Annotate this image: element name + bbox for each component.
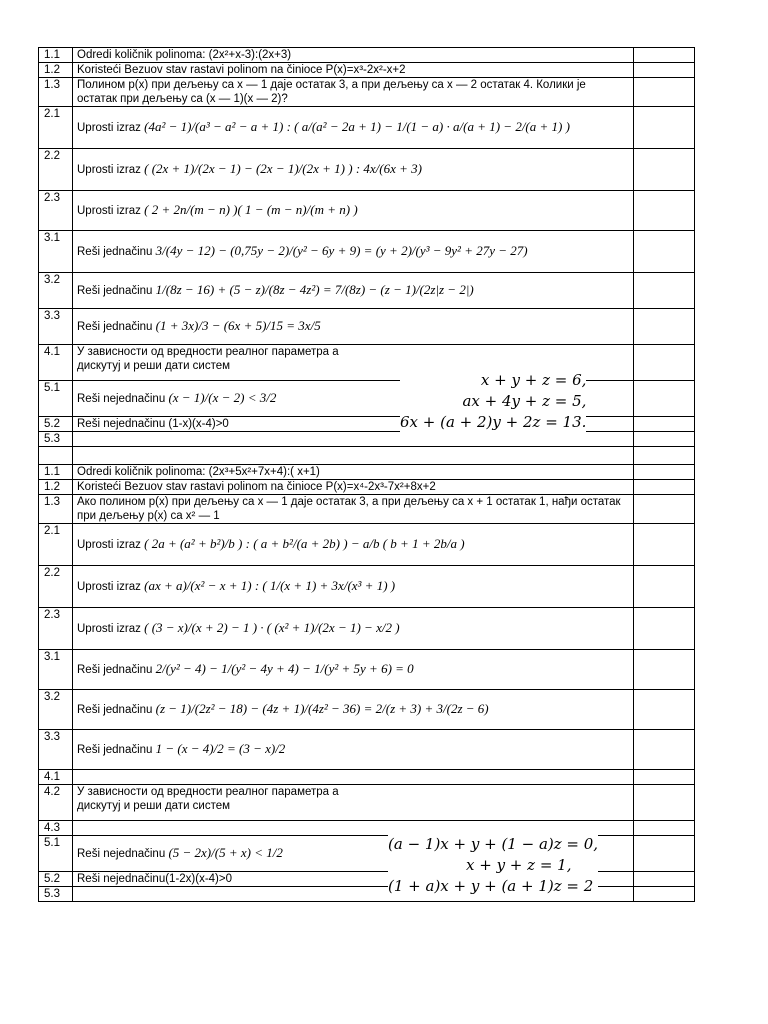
task-formula: ( (3 − x)/(x + 2) − 1 ) · ( (x² + 1)/(2x − 1) − x/2 ) [144, 620, 400, 635]
task-number: 4.1 [39, 770, 73, 785]
task-text [73, 273, 634, 309]
task-text [73, 465, 634, 480]
answer-cell [634, 465, 695, 480]
task-label: Uprosti izraz [77, 164, 141, 176]
equation-system-1 [400, 370, 586, 433]
answer-cell [634, 273, 695, 309]
answer-cell [634, 63, 695, 78]
task-text [73, 650, 634, 690]
task-label: Reši jednačinu [77, 704, 153, 716]
task-text [73, 432, 634, 447]
task-text [73, 608, 634, 650]
answer-cell [634, 345, 695, 381]
task-text-content: Полином p(x) при дељењу са x — 1 даје остатак 3, а при дељењу са x — 2 остатак 4. Колики је остатак при дељењу са (x — 1)(x — 2)? [77, 79, 590, 105]
answer-cell [634, 566, 695, 608]
task-number: 3.3 [39, 309, 73, 345]
task-text [73, 78, 634, 107]
task-row [39, 730, 695, 770]
answer-cell [634, 480, 695, 495]
task-text-content: Koristeći Bezuov stav rastavi polinom na činioce P(x)=x³-2x²-x+2 [77, 64, 406, 76]
task-row [39, 149, 695, 191]
task-text [73, 690, 634, 730]
answer-cell [634, 836, 695, 872]
task-formula: (x − 1)/(x − 2) < 3/2 [168, 390, 277, 405]
task-text-content: Odredi količnik polinoma: (2x³+5x²+7x+4):( x+1) [77, 466, 320, 478]
task-number: 5.3 [39, 887, 73, 902]
task-label: Uprosti izraz [77, 122, 141, 134]
task-label: Reši nejednačinu [77, 848, 166, 860]
answer-cell [634, 770, 695, 785]
task-formula: ( 2 + 2n/(m − n) )( 1 − (m − n)/(m + n) ) [144, 202, 358, 217]
task-row [39, 231, 695, 273]
task-number: 3.3 [39, 730, 73, 770]
answer-cell [634, 821, 695, 836]
task-number: 1.2 [39, 480, 73, 495]
task-number: 5.2 [39, 872, 73, 887]
task-row [39, 650, 695, 690]
task-row [39, 465, 695, 480]
task-formula: (1 + 3x)/3 − (6x + 5)/15 = 3x/5 [155, 318, 321, 333]
task-number: 1.3 [39, 495, 73, 524]
task-row [39, 78, 695, 107]
separator-cell [634, 447, 695, 465]
task-number: 2.1 [39, 524, 73, 566]
task-text-content: У зависности од вредности реалног параметра а дискутуј и реши дати систем [77, 786, 342, 812]
task-number: 2.1 [39, 107, 73, 149]
task-label: Uprosti izraz [77, 205, 141, 217]
task-number: 2.3 [39, 608, 73, 650]
task-text [73, 107, 634, 149]
system-1-eq-2: ax + 4y + z = 5, [462, 392, 587, 410]
task-row [39, 345, 695, 381]
task-label: Reši nejednačinu [77, 393, 166, 405]
task-row [39, 608, 695, 650]
task-row [39, 566, 695, 608]
task-formula: (5 − 2x)/(5 + x) < 1/2 [168, 845, 283, 860]
task-text [73, 730, 634, 770]
separator-cell [73, 447, 634, 465]
task-formula: (z − 1)/(2z² − 18) − (4z + 1)/(4z² − 36) = 2/(z + 3) + 3/(2z − 6) [155, 701, 489, 716]
system-2-eq-2: x + y + z = 1, [466, 856, 572, 874]
task-row [39, 273, 695, 309]
task-number: 2.3 [39, 191, 73, 231]
answer-cell [634, 107, 695, 149]
task-number: 2.2 [39, 149, 73, 191]
task-text [73, 309, 634, 345]
task-number: 4.2 [39, 785, 73, 821]
task-row [39, 63, 695, 78]
answer-cell [634, 231, 695, 273]
answer-cell [634, 381, 695, 417]
task-number: 4.1 [39, 345, 73, 381]
task-row [39, 785, 695, 821]
system-1-eq-3: 6x + (a + 2)y + 2z = 13. [400, 413, 587, 431]
task-text [73, 480, 634, 495]
system-2-eq-3: (1 + a)x + y + (a + 1)z = 2 [388, 877, 594, 895]
task-formula: 2/(y² − 4) − 1/(y² − 4y + 4) − 1/(y² + 5y + 6) = 0 [155, 661, 414, 676]
answer-cell [634, 149, 695, 191]
task-label: Reši jednačinu [77, 246, 153, 258]
answer-cell [634, 690, 695, 730]
answer-cell [634, 650, 695, 690]
task-row [39, 191, 695, 231]
answer-cell [634, 730, 695, 770]
task-row [39, 417, 695, 432]
task-text [73, 495, 634, 524]
answer-cell [634, 309, 695, 345]
task-number: 5.1 [39, 836, 73, 872]
task-row [39, 48, 695, 63]
answer-cell [634, 608, 695, 650]
task-label: Uprosti izraz [77, 539, 141, 551]
task-text [73, 524, 634, 566]
task-text [73, 63, 634, 78]
task-row [39, 495, 695, 524]
task-text [73, 770, 634, 785]
task-number: 5.2 [39, 417, 73, 432]
task-number: 4.3 [39, 821, 73, 836]
system-1-eq-1: x + y + z = 6, [480, 371, 587, 389]
task-formula: 3/(4y − 12) − (0,75y − 2)/(y² − 6y + 9) = (y + 2)/(y³ − 9y² + 27y − 27) [155, 243, 528, 258]
task-number: 1.1 [39, 465, 73, 480]
task-number: 3.1 [39, 650, 73, 690]
task-label: Reši jednačinu [77, 664, 153, 676]
task-label: Reši jednačinu [77, 321, 153, 333]
task-text-content: У зависности од вредности реалног параметра а дискутуј и реши дати систем [77, 346, 342, 372]
answer-cell [634, 887, 695, 902]
system-2-eq-1: (a − 1)x + y + (1 − a)z = 0, [388, 835, 599, 853]
task-number: 1.2 [39, 63, 73, 78]
answer-cell [634, 48, 695, 63]
task-formula: (ax + a)/(x² − x + 1) : ( 1/(x + 1) + 3x/(x³ + 1) ) [144, 578, 396, 593]
task-formula: (4a² − 1)/(a³ − a² − a + 1) : ( a/(a² − 2a + 1) − 1/(1 − a) · a/(a + 1) − 2/(a + 1) ) [144, 119, 570, 134]
task-formula: ( 2a + (a² + b²)/b ) : ( a + b²/(a + 2b) ) − a/b ( b + 1 + 2b/a ) [144, 536, 465, 551]
task-number: 5.1 [39, 381, 73, 417]
answer-cell [634, 524, 695, 566]
task-text-content: Reši nejednačinu(1-2x)(x-4)>0 [77, 873, 233, 885]
task-number: 1.3 [39, 78, 73, 107]
answer-cell [634, 191, 695, 231]
task-label: Reši jednačinu [77, 744, 153, 756]
task-label: Reši jednačinu [77, 285, 153, 297]
answer-cell [634, 78, 695, 107]
answer-cell [634, 872, 695, 887]
task-label: Uprosti izraz [77, 581, 141, 593]
task-formula: ( (2x + 1)/(2x − 1) − (2x − 1)/(2x + 1) ) : 4x/(6x + 3) [144, 161, 422, 176]
answer-cell [634, 785, 695, 821]
task-number: 3.2 [39, 690, 73, 730]
task-row [39, 381, 695, 417]
task-number: 2.2 [39, 566, 73, 608]
task-text [73, 48, 634, 63]
separator-cell [39, 447, 73, 465]
worksheet-table [38, 47, 695, 902]
task-text [73, 149, 634, 191]
task-row [39, 480, 695, 495]
task-text [73, 785, 634, 821]
task-text [73, 191, 634, 231]
equation-system-2 [388, 834, 598, 897]
task-number: 5.3 [39, 432, 73, 447]
task-text [73, 231, 634, 273]
task-number: 3.1 [39, 231, 73, 273]
task-text-content: Reši nejednačinu (1-x)(x-4)>0 [77, 418, 229, 430]
task-number: 1.1 [39, 48, 73, 63]
answer-cell [634, 417, 695, 432]
answer-cell [634, 495, 695, 524]
task-text-content: Odredi količnik polinoma: (2x²+x-3):(2x+3) [77, 49, 292, 61]
task-formula: 1 − (x − 4)/2 = (3 − x)/2 [155, 741, 286, 756]
task-row [39, 432, 695, 447]
task-row [39, 107, 695, 149]
task-row [39, 690, 695, 730]
answer-cell [634, 432, 695, 447]
task-label: Uprosti izraz [77, 623, 141, 635]
task-formula: 1/(8z − 16) + (5 − z)/(8z − 4z²) = 7/(8z) − (z − 1)/(2z|z − 2|) [155, 282, 474, 297]
task-row [39, 770, 695, 785]
block-separator-row [39, 447, 695, 465]
task-row [39, 524, 695, 566]
task-text [73, 566, 634, 608]
task-text-content: Ако полином p(x) при дељењу са x — 1 даје остатак 3, а при дељењу са x + 1 остатак 1, нађи остатак при дељењу p(x) са x² — 1 [77, 496, 624, 522]
task-row [39, 309, 695, 345]
task-number: 3.2 [39, 273, 73, 309]
task-text-content: Koristeći Bezuov stav rastavi polinom na činioce P(x)=x⁴-2x³-7x²+8x+2 [77, 481, 436, 493]
